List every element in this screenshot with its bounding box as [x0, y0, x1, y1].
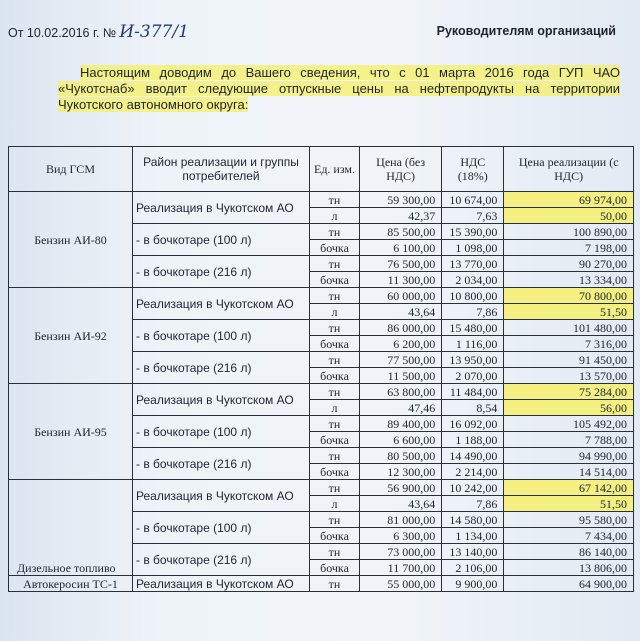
price-cell: 6 100,00: [360, 240, 442, 256]
price-cell: 59 300,00: [360, 192, 442, 208]
total-cell: 69 974,00: [504, 192, 634, 208]
intro-text: Настоящим доводим до Вашего сведения, что с 01 марта 2016 года ГУП ЧАО «Чукотснаб» вводит следующие отпускные цены на нефтепродукты на территории Чукотского автономного округа:: [58, 65, 620, 112]
unit-cell: бочка: [310, 560, 360, 576]
unit-cell: л: [310, 400, 360, 416]
total-cell: 94 990,00: [504, 448, 634, 464]
unit-cell: тн: [310, 576, 360, 592]
vat-cell: 16 092,00: [442, 416, 504, 432]
total-cell: 90 270,00: [504, 256, 634, 272]
total-cell: 13 334,00: [504, 272, 634, 288]
area-cell: - в бочкотаре (216 л): [133, 544, 310, 576]
vat-cell: 7,63: [442, 208, 504, 224]
price-cell: 73 000,00: [360, 544, 442, 560]
table-row: [9, 288, 634, 304]
vat-cell: 13 950,00: [442, 352, 504, 368]
total-cell: 105 492,00: [504, 416, 634, 432]
area-cell: - в бочкотаре (100 л): [133, 224, 310, 256]
unit-cell: бочка: [310, 368, 360, 384]
vat-cell: 1 188,00: [442, 432, 504, 448]
area-cell: Реализация в Чукотском АО: [133, 480, 310, 512]
area-cell: Реализация в Чукотском АО: [133, 288, 310, 320]
col-header-vat: НДС (18%): [442, 147, 504, 192]
vat-cell: 13 770,00: [442, 256, 504, 272]
intro-paragraph: [58, 65, 620, 113]
table-body: [9, 192, 634, 592]
price-cell: 11 700,00: [360, 560, 442, 576]
unit-cell: бочка: [310, 432, 360, 448]
unit-cell: л: [310, 496, 360, 512]
col-header-fuel: Вид ГСМ: [9, 147, 133, 192]
vat-cell: 8,54: [442, 400, 504, 416]
unit-cell: тн: [310, 192, 360, 208]
fuel-type-cell: Бензин АИ-95: [9, 384, 133, 480]
total-cell: 51,50: [504, 304, 634, 320]
total-cell: 56,00: [504, 400, 634, 416]
total-cell: 64 900,00: [504, 576, 634, 592]
table-row: [9, 192, 634, 208]
total-cell: 100 890,00: [504, 224, 634, 240]
price-cell: 80 500,00: [360, 448, 442, 464]
col-header-unit: Ед. изм.: [310, 147, 360, 192]
area-cell: - в бочкотаре (216 л): [133, 448, 310, 480]
fuel-type-cell: Дизельное топливо: [9, 480, 133, 576]
price-cell: 86 000,00: [360, 320, 442, 336]
area-cell: Реализация в Чукотском АО: [133, 384, 310, 416]
total-cell: 51,50: [504, 496, 634, 512]
fuel-type-cell: Бензин АИ-92: [9, 288, 133, 384]
unit-cell: л: [310, 208, 360, 224]
price-cell: 47,46: [360, 400, 442, 416]
unit-cell: тн: [310, 512, 360, 528]
unit-cell: тн: [310, 352, 360, 368]
vat-cell: 14 490,00: [442, 448, 504, 464]
total-cell: 7 788,00: [504, 432, 634, 448]
unit-cell: бочка: [310, 240, 360, 256]
area-cell: Реализация в Чукотском АО: [133, 576, 310, 592]
unit-cell: тн: [310, 448, 360, 464]
total-cell: 70 800,00: [504, 288, 634, 304]
vat-cell: 13 140,00: [442, 544, 504, 560]
vat-cell: 1 116,00: [442, 336, 504, 352]
area-cell: - в бочкотаре (216 л): [133, 256, 310, 288]
price-cell: 43,64: [360, 304, 442, 320]
unit-cell: тн: [310, 288, 360, 304]
total-cell: 13 806,00: [504, 560, 634, 576]
vat-cell: 11 484,00: [442, 384, 504, 400]
area-cell: - в бочкотаре (100 л): [133, 512, 310, 544]
total-cell: 75 284,00: [504, 384, 634, 400]
total-cell: 14 514,00: [504, 464, 634, 480]
unit-cell: тн: [310, 256, 360, 272]
price-cell: 6 600,00: [360, 432, 442, 448]
total-cell: 95 580,00: [504, 512, 634, 528]
total-cell: 86 140,00: [504, 544, 634, 560]
unit-cell: тн: [310, 384, 360, 400]
price-cell: 42,37: [360, 208, 442, 224]
price-cell: 60 000,00: [360, 288, 442, 304]
fuel-type-cell: Автокеросин ТС-1: [9, 576, 133, 592]
area-cell: - в бочкотаре (100 л): [133, 320, 310, 352]
col-header-area: Район реализации и группы потребителей: [133, 147, 310, 192]
vat-cell: 2 070,00: [442, 368, 504, 384]
unit-cell: тн: [310, 224, 360, 240]
price-cell: 81 000,00: [360, 512, 442, 528]
price-cell: 11 500,00: [360, 368, 442, 384]
vat-cell: 15 390,00: [442, 224, 504, 240]
table-row: [9, 576, 634, 592]
vat-cell: 10 674,00: [442, 192, 504, 208]
unit-cell: бочка: [310, 336, 360, 352]
vat-cell: 14 580,00: [442, 512, 504, 528]
col-header-price: Цена (без НДС): [360, 147, 442, 192]
price-cell: 6 200,00: [360, 336, 442, 352]
date-prefix: От 10.02.2016 г. №: [8, 26, 117, 40]
col-header-total: Цена реализации (с НДС): [504, 147, 634, 192]
price-cell: 12 300,00: [360, 464, 442, 480]
vat-cell: 10 242,00: [442, 480, 504, 496]
total-cell: 67 142,00: [504, 480, 634, 496]
price-cell: 56 900,00: [360, 480, 442, 496]
vat-cell: 9 900,00: [442, 576, 504, 592]
handwritten-number: И-377/1: [119, 22, 189, 42]
total-cell: 7 434,00: [504, 528, 634, 544]
vat-cell: 2 034,00: [442, 272, 504, 288]
area-cell: Реализация в Чукотском АО: [133, 192, 310, 224]
vat-cell: 2 214,00: [442, 464, 504, 480]
price-cell: 11 300,00: [360, 272, 442, 288]
letter-date-number: [8, 22, 189, 42]
total-cell: 7 316,00: [504, 336, 634, 352]
vat-cell: 7,86: [442, 496, 504, 512]
price-cell: 6 300,00: [360, 528, 442, 544]
vat-cell: 10 800,00: [442, 288, 504, 304]
total-cell: 50,00: [504, 208, 634, 224]
vat-cell: 15 480,00: [442, 320, 504, 336]
unit-cell: бочка: [310, 464, 360, 480]
vat-cell: 1 098,00: [442, 240, 504, 256]
price-cell: 76 500,00: [360, 256, 442, 272]
price-table: [8, 146, 634, 592]
price-cell: 85 500,00: [360, 224, 442, 240]
table-row: [9, 480, 634, 496]
total-cell: 91 450,00: [504, 352, 634, 368]
unit-cell: л: [310, 304, 360, 320]
price-cell: 43,64: [360, 496, 442, 512]
total-cell: 13 570,00: [504, 368, 634, 384]
unit-cell: тн: [310, 320, 360, 336]
total-cell: 7 198,00: [504, 240, 634, 256]
unit-cell: тн: [310, 544, 360, 560]
price-cell: 63 800,00: [360, 384, 442, 400]
unit-cell: тн: [310, 416, 360, 432]
price-cell: 55 000,00: [360, 576, 442, 592]
unit-cell: тн: [310, 480, 360, 496]
total-cell: 101 480,00: [504, 320, 634, 336]
area-cell: - в бочкотаре (100 л): [133, 416, 310, 448]
table-row: [9, 384, 634, 400]
addressee: Руководителям организаций: [436, 24, 616, 38]
price-cell: 89 400,00: [360, 416, 442, 432]
table-header-row: [9, 147, 634, 192]
price-cell: 77 500,00: [360, 352, 442, 368]
fuel-type-cell: Бензин АИ-80: [9, 192, 133, 288]
area-cell: - в бочкотаре (216 л): [133, 352, 310, 384]
vat-cell: 7,86: [442, 304, 504, 320]
vat-cell: 1 134,00: [442, 528, 504, 544]
unit-cell: бочка: [310, 528, 360, 544]
vat-cell: 2 106,00: [442, 560, 504, 576]
unit-cell: бочка: [310, 272, 360, 288]
